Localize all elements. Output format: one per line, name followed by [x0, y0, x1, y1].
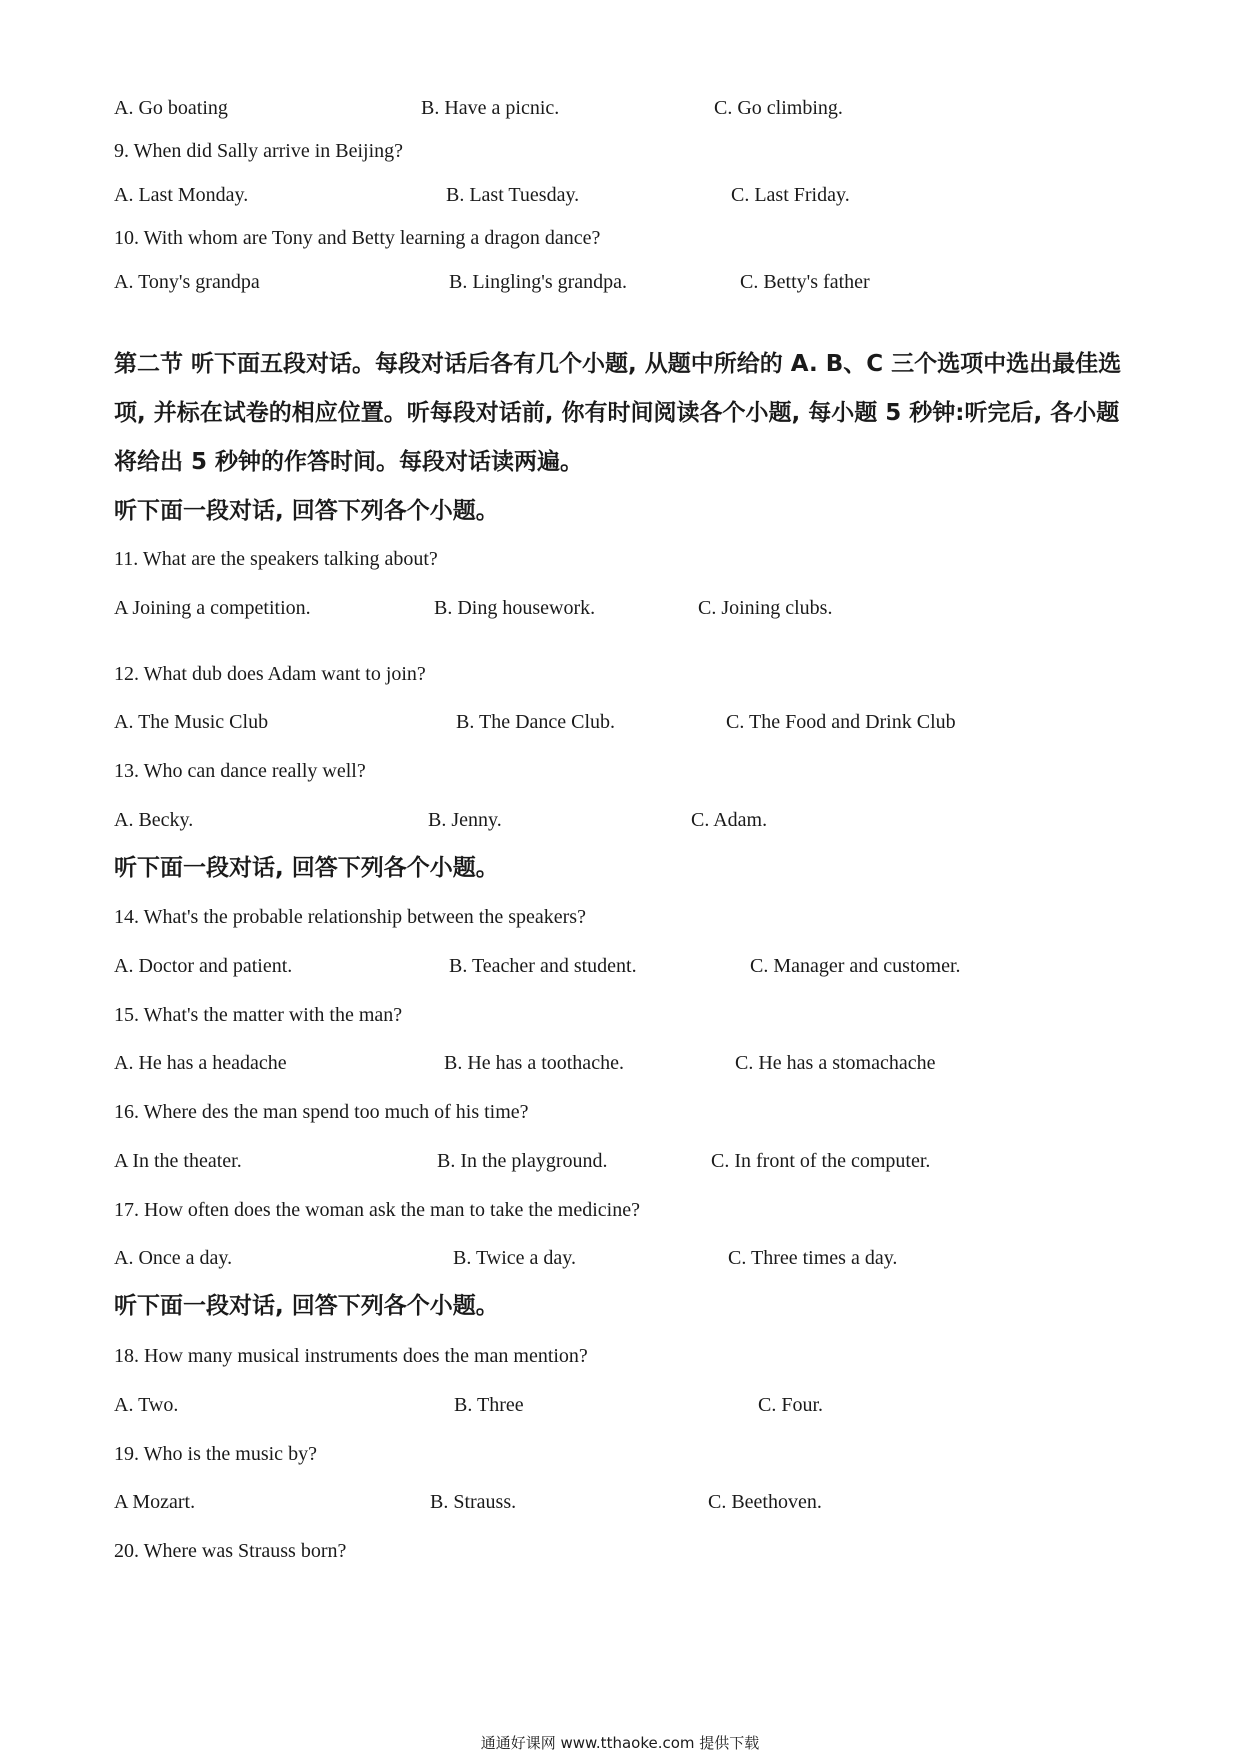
q14-option-c: C. Manager and customer. — [750, 955, 961, 977]
q15-options — [114, 1053, 1114, 1077]
q16-question: 16. Where des the man spend too much of his time? — [114, 1101, 529, 1123]
q11-option-a: A Joining a competition. — [114, 597, 311, 619]
q16-option-a: A In the theater. — [114, 1150, 242, 1172]
q12-option-c: C. The Food and Drink Club — [726, 711, 956, 733]
q18-option-b: B. Three — [454, 1394, 524, 1416]
q16-options — [114, 1151, 1114, 1175]
section2-heading: 第二节 听下面五段对话。每段对话后各有几个小题, 从题中所给的 A. B、C 三个选项中选出最佳选项, 并标在试卷的相应位置。听每段对话前, 你有时间阅读各个小题, 每小题 5 秒钟:听完后, 各小题将给出 5 秒钟的作答时间。每段对话读两遍。 — [114, 351, 1122, 475]
q16-option-b: B. In the playground. — [437, 1150, 608, 1172]
q19-option-c: C. Beethoven. — [708, 1491, 822, 1513]
q19-options — [114, 1492, 1114, 1516]
q20-question: 20. Where was Strauss born? — [114, 1540, 347, 1562]
q8-options — [114, 98, 1114, 122]
section-instruction-3: 听下面一段对话, 回答下列各个小题。 — [114, 1293, 499, 1319]
q17-option-b: B. Twice a day. — [453, 1247, 577, 1269]
q17-option-a: A. Once a day. — [114, 1247, 233, 1269]
q13-question: 13. Who can dance really well? — [114, 760, 366, 782]
q13-options — [114, 810, 1114, 834]
q10-question: 10. With whom are Tony and Betty learning a dragon dance? — [114, 227, 601, 249]
q10-option-c: C. Betty's father — [740, 271, 870, 293]
q8-option-b: B. Have a picnic. — [421, 97, 560, 119]
q13-option-b: B. Jenny. — [428, 809, 502, 831]
q17-options — [114, 1248, 1114, 1272]
q15-option-b: B. He has a toothache. — [444, 1052, 624, 1074]
q10-option-a: A. Tony's grandpa — [114, 271, 260, 293]
q12-option-a: A. The Music Club — [114, 711, 269, 733]
section-instruction-1: 听下面一段对话, 回答下列各个小题。 — [114, 498, 499, 524]
q18-question: 18. How many musical instruments does the man mention? — [114, 1345, 588, 1367]
q9-question: 9. When did Sally arrive in Beijing? — [114, 140, 404, 162]
q19-question: 19. Who is the music by? — [114, 1443, 317, 1465]
q19-option-b: B. Strauss. — [430, 1491, 517, 1513]
q16-option-c: C. In front of the computer. — [711, 1150, 931, 1172]
q12-option-b: B. The Dance Club. — [456, 711, 616, 733]
q12-options — [114, 712, 1114, 736]
q9-option-b: B. Last Tuesday. — [446, 184, 580, 206]
q8-option-a: A. Go boating — [114, 97, 228, 119]
q9-option-c: C. Last Friday. — [731, 184, 850, 206]
q10-option-b: B. Lingling's grandpa. — [449, 271, 628, 293]
q14-question: 14. What's the probable relationship between the speakers? — [114, 906, 586, 928]
q15-question: 15. What's the matter with the man? — [114, 1004, 403, 1026]
q19-option-a: A Mozart. — [114, 1491, 196, 1513]
q14-options — [114, 956, 1114, 980]
q14-option-a: A. Doctor and patient. — [114, 955, 293, 977]
q17-option-c: C. Three times a day. — [728, 1247, 898, 1269]
section-instruction-2: 听下面一段对话, 回答下列各个小题。 — [114, 855, 499, 881]
q9-options — [114, 185, 1114, 209]
q11-question: 11. What are the speakers talking about? — [114, 548, 438, 570]
q15-option-a: A. He has a headache — [114, 1052, 287, 1074]
q18-option-a: A. Two. — [114, 1394, 179, 1416]
q8-option-c: C. Go climbing. — [714, 97, 843, 119]
q10-options — [114, 272, 1114, 296]
q9-option-a: A. Last Monday. — [114, 184, 249, 206]
q18-option-c: C. Four. — [758, 1394, 824, 1416]
q18-options — [114, 1395, 1114, 1419]
q11-option-b: B. Ding housework. — [434, 597, 596, 619]
page-footer: 通通好课网 www.tthaoke.com 提供下载 — [480, 1734, 760, 1752]
q12-question: 12. What dub does Adam want to join? — [114, 663, 426, 685]
q11-option-c: C. Joining clubs. — [698, 597, 833, 619]
q14-option-b: B. Teacher and student. — [449, 955, 637, 977]
q15-option-c: C. He has a stomachache — [735, 1052, 936, 1074]
q11-options — [114, 598, 1114, 622]
q17-question: 17. How often does the woman ask the man to take the medicine? — [114, 1199, 640, 1221]
q13-option-c: C. Adam. — [691, 809, 768, 831]
q13-option-a: A. Becky. — [114, 809, 194, 831]
